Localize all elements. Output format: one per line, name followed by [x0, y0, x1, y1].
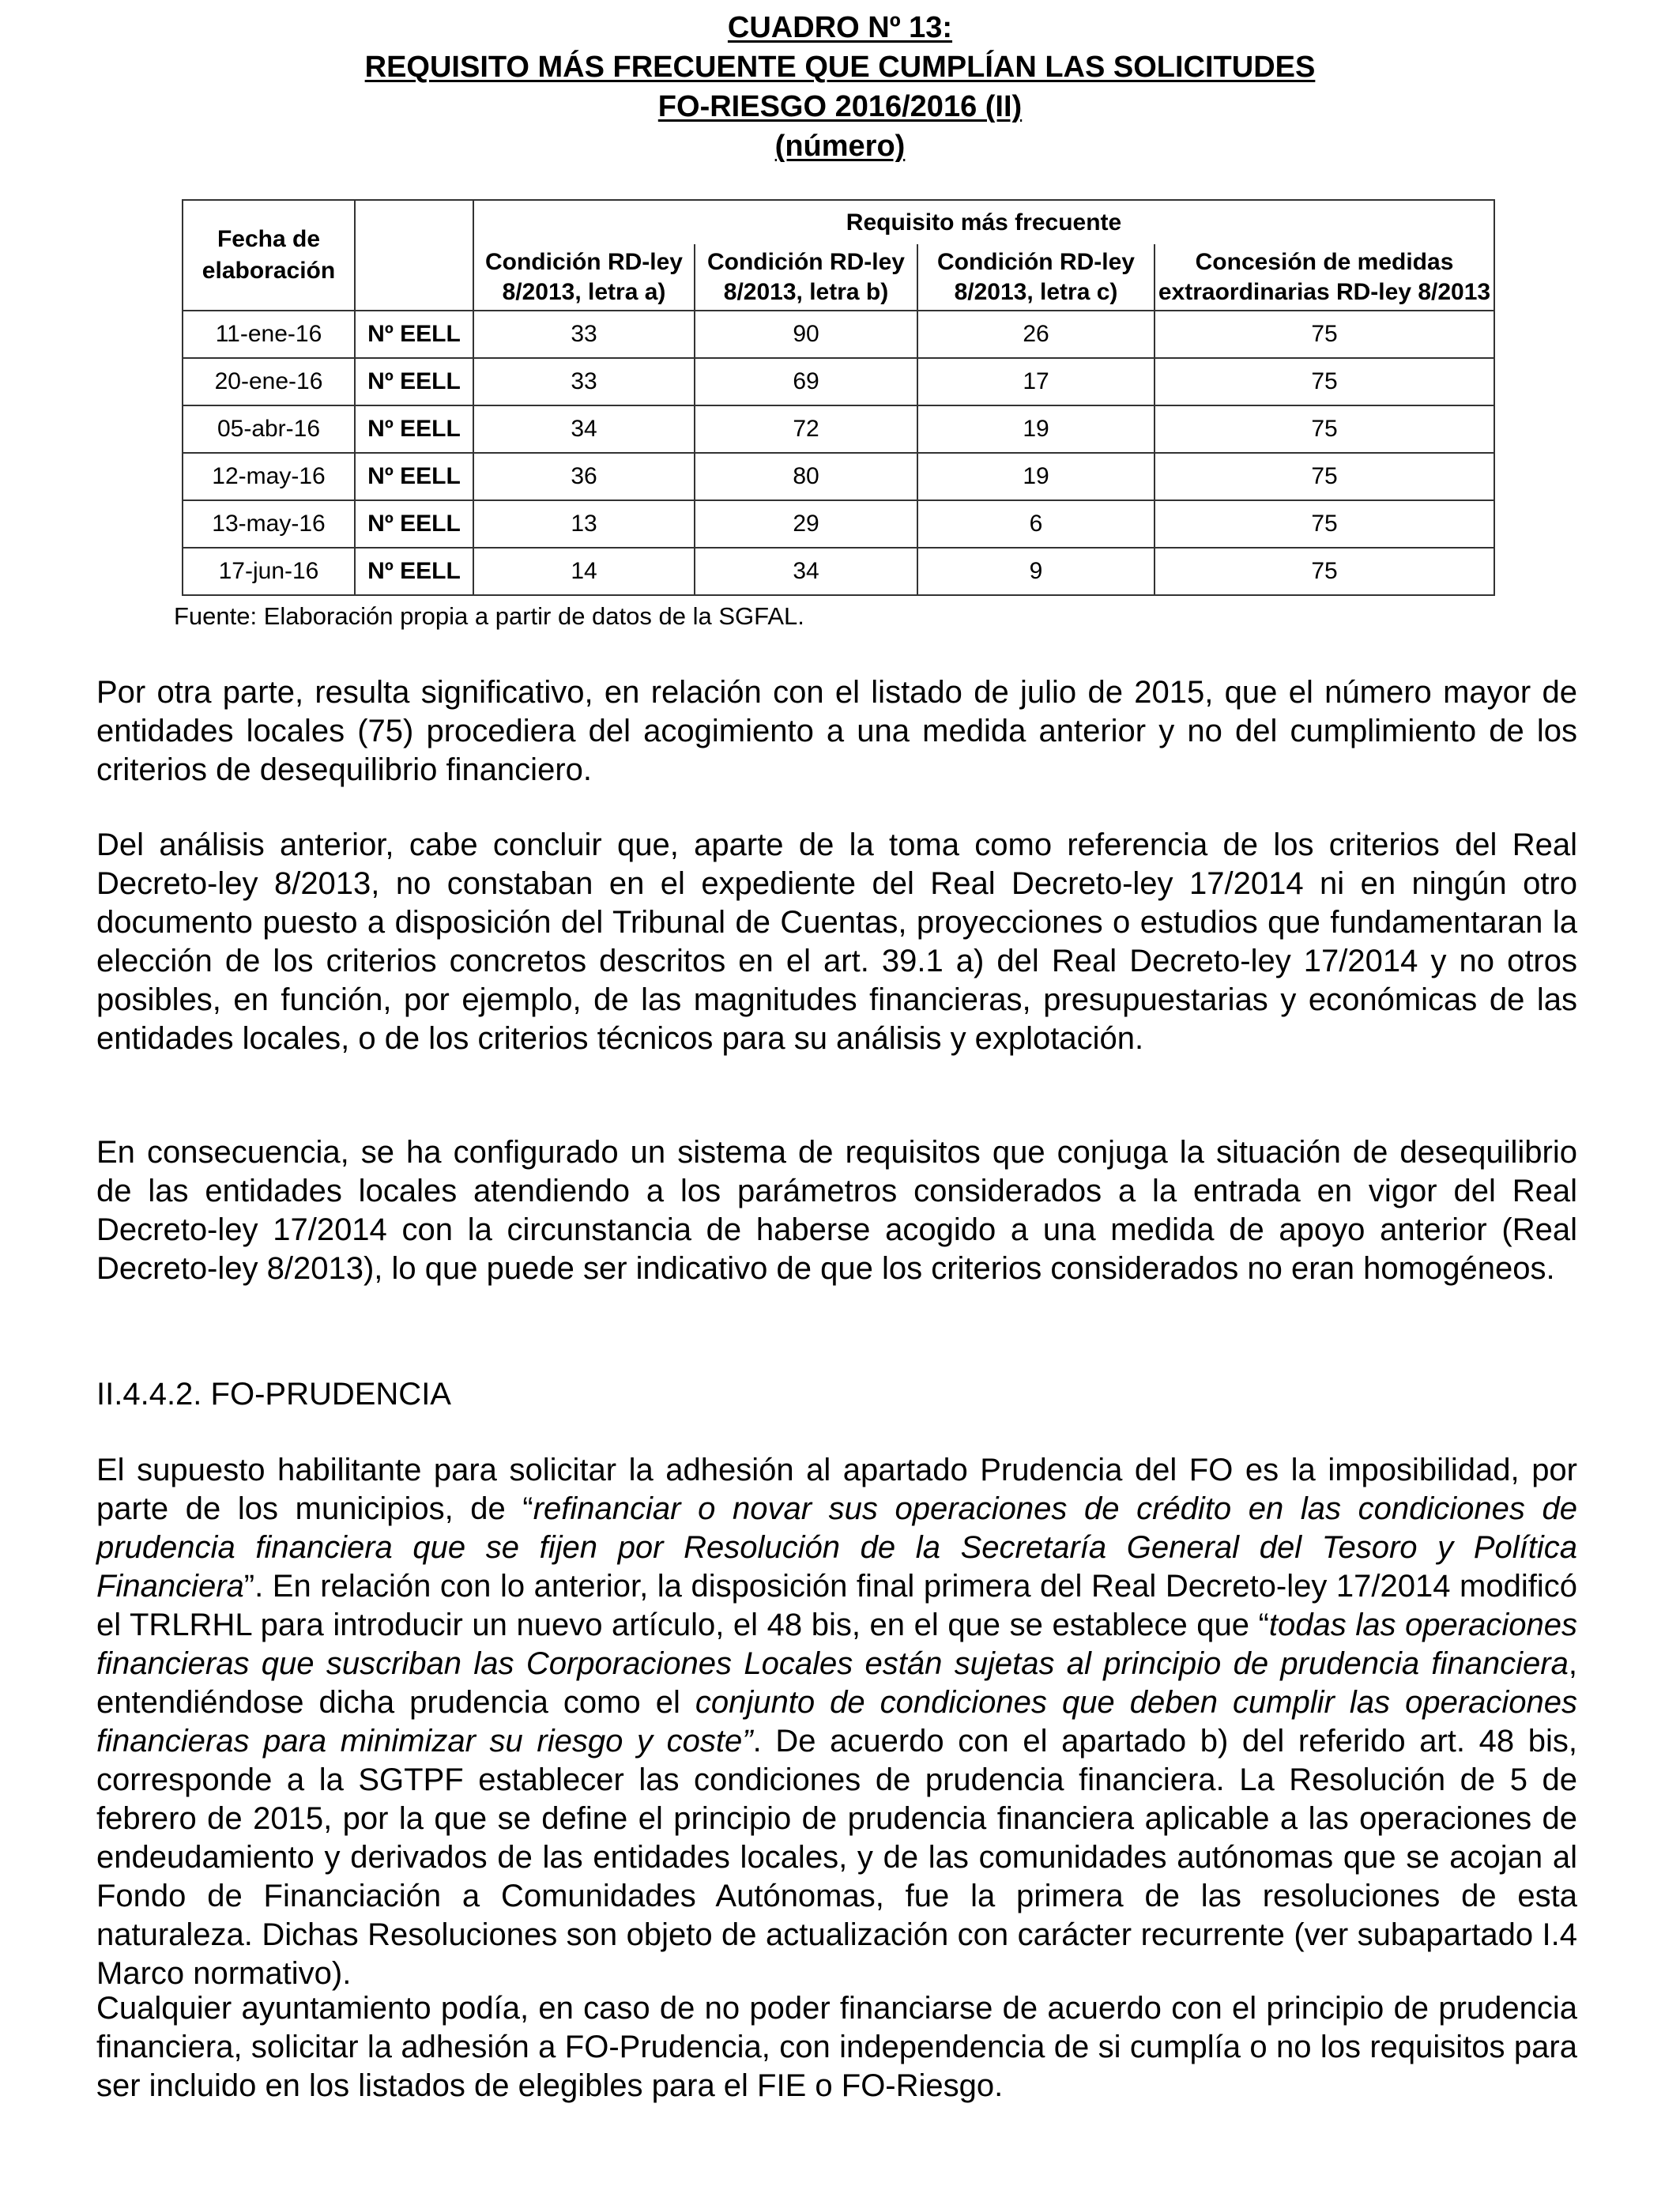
title-line-4: (número) — [774, 130, 906, 163]
paragraph-5: Cualquier ayuntamiento podía, en caso de no poder financiarse de acuerdo con el principio de prudencia financiera, solicitar la adhesión a FO-Prudencia, con independencia de si cumplía o no los requisitos para ser incluido en los listados de elegibles para el FIE o FO-Riesgo. — [96, 1991, 1577, 2103]
value-cell-d: 75 — [1155, 358, 1494, 405]
indicator-cell: Nº EELL — [355, 453, 473, 500]
group-header: Requisito más frecuente — [473, 200, 1494, 244]
date-cell: 05-abr-16 — [183, 405, 355, 453]
date-cell: 11-ene-16 — [183, 311, 355, 358]
column-header-c: Condición RD-ley 8/2013, letra c) — [917, 244, 1155, 311]
value-cell-c: 19 — [917, 405, 1155, 453]
paragraph-4-quote-3: conjunto de condiciones que deben cumplir las operaciones financieras para minimizar su riesgo y coste” — [96, 1685, 1578, 1759]
date-cell: 12-may-16 — [183, 453, 355, 500]
title-line-1: CUADRO Nº 13: — [727, 11, 953, 44]
value-cell-b: 72 — [695, 405, 917, 453]
table-row — [183, 548, 1494, 595]
indicator-cell: Nº EELL — [355, 405, 473, 453]
section-heading: II.4.4.2. FO-PRUDENCIA — [96, 1377, 451, 1412]
value-cell-c: 6 — [917, 500, 1155, 548]
value-cell-a: 33 — [473, 358, 695, 405]
column-header-d: Concesión de medidas extraordinarias RD-ley 8/2013 — [1155, 244, 1494, 311]
table-row — [183, 311, 1494, 358]
table-row — [183, 358, 1494, 405]
value-cell-d: 75 — [1155, 500, 1494, 548]
indicator-cell: Nº EELL — [355, 500, 473, 548]
indicator-cell: Nº EELL — [355, 358, 473, 405]
table-title — [0, 8, 1680, 166]
date-cell: 20-ene-16 — [183, 358, 355, 405]
table-header-row — [183, 200, 1494, 244]
paragraph-4-text-2: ”. En relación con lo anterior, la disposición final primera del Real Decreto-ley 17/2014 modificó el TRLRHL para introducir un nuevo artículo, el 48 bis, en el que se establece que “ — [96, 1569, 1577, 1642]
value-cell-d: 75 — [1155, 405, 1494, 453]
value-cell-d: 75 — [1155, 548, 1494, 595]
date-cell: 13-may-16 — [183, 500, 355, 548]
paragraph-2: Del análisis anterior, cabe concluir que, aparte de la toma como referencia de los criterios del Real Decreto-ley 8/2013, no constaban en el expediente del Real Decreto-ley 17/2014 ni en ningún otro documento puesto a disposición del Tribunal de Cuentas, proyecciones o estudios que fundamentaran la elección de los criterios concretos descritos en el art. 39.1 a) del Real Decreto-ley 17/2014 y no otros posibles, en función, por ejemplo, de las magnitudes financieras, presupuestarias y económicas de las entidades locales, o de los criterios técnicos para su análisis y explotación. — [96, 827, 1577, 1056]
title-line-2: REQUISITO MÁS FRECUENTE QUE CUMPLÍAN LAS SOLICITUDES — [364, 51, 1316, 84]
value-cell-b: 29 — [695, 500, 917, 548]
indicator-cell: Nº EELL — [355, 548, 473, 595]
value-cell-a: 13 — [473, 500, 695, 548]
value-cell-b: 90 — [695, 311, 917, 358]
date-column-header: Fecha de elaboración — [183, 200, 355, 311]
table-row — [183, 500, 1494, 548]
value-cell-d: 75 — [1155, 311, 1494, 358]
column-header-b: Condición RD-ley 8/2013, letra b) — [695, 244, 917, 311]
paragraph-4-text-1: El supuesto habilitante para solicitar la adhesión al apartado Prudencia del FO es la imposibilidad, por parte de los municipios, de “ — [96, 1453, 1577, 1526]
paragraph-4 — [96, 1451, 1577, 1993]
value-cell-a: 36 — [473, 453, 695, 500]
value-cell-a: 33 — [473, 311, 695, 358]
value-cell-a: 34 — [473, 405, 695, 453]
paragraph-4-text-4: . De acuerdo con el apartado b) del referido art. 48 bis, corresponde a la SGTPF establecer las condiciones de prudencia financiera. La Resolución de 5 de febrero de 2015, por la que se define el principio de prudencia financiera aplicable a las operaciones de endeudamiento y derivados de las entidades locales, y de las comunidades autónomas que se acojan al Fondo de Financiación a Comunidades Autónomas, fue la primera de las resoluciones de esta naturaleza. Dichas Resoluciones son objeto de actualización con carácter recurrente (ver subapartado I.4 Marco normativo). — [96, 1724, 1578, 1991]
value-cell-b: 34 — [695, 548, 917, 595]
table-row — [183, 405, 1494, 453]
indicator-column-header — [355, 200, 473, 311]
paragraph-1: Por otra parte, resulta significativo, en relación con el listado de julio de 2015, que el número mayor de entidades locales (75) procediera del acogimiento a una medida anterior y no del cumplimiento de los criterios de desequilibrio financiero. — [96, 675, 1577, 787]
value-cell-b: 69 — [695, 358, 917, 405]
paragraph-4-quote-1: refinanciar o novar sus operaciones de crédito en las condiciones de prudencia financiera que se fijen por Resolución de la Secretaría General del Tesoro y Política Financiera — [96, 1491, 1577, 1604]
date-cell: 17-jun-16 — [183, 548, 355, 595]
requirements-table — [182, 199, 1495, 596]
value-cell-c: 9 — [917, 548, 1155, 595]
paragraph-4-quote-2: todas las operaciones financieras que suscriban las Corporaciones Locales están sujetas al principio de prudencia financiera — [96, 1608, 1577, 1681]
paragraph-4-text-3: , entendiéndose dicha prudencia como el — [96, 1646, 1577, 1720]
value-cell-c: 19 — [917, 453, 1155, 500]
value-cell-b: 80 — [695, 453, 917, 500]
title-line-3: FO-RIESGO 2016/2016 (II) — [657, 90, 1023, 123]
table-row — [183, 453, 1494, 500]
indicator-cell: Nº EELL — [355, 311, 473, 358]
value-cell-d: 75 — [1155, 453, 1494, 500]
table-source-note: Fuente: Elaboración propia a partir de datos de la SGFAL. — [174, 602, 804, 630]
value-cell-a: 14 — [473, 548, 695, 595]
column-header-a: Condición RD-ley 8/2013, letra a) — [473, 244, 695, 311]
value-cell-c: 26 — [917, 311, 1155, 358]
value-cell-c: 17 — [917, 358, 1155, 405]
paragraph-3: En consecuencia, se ha configurado un sistema de requisitos que conjuga la situación de desequilibrio de las entidades locales atendiendo a los parámetros considerados a la entrada en vigor del Real Decreto-ley 17/2014 con la circunstancia de haberse acogido a una medida de apoyo anterior (Real Decreto-ley 8/2013), lo que puede ser indicativo de que los criterios considerados no eran homogéneos. — [96, 1135, 1577, 1286]
